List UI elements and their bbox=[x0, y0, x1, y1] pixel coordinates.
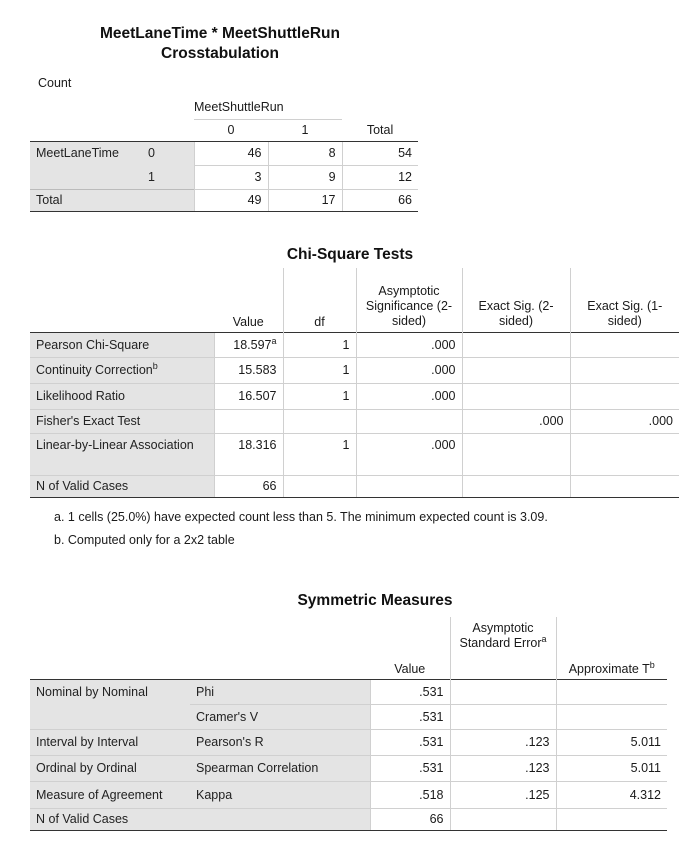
footnote-marker: b bbox=[649, 659, 655, 670]
cell-exact2: .000 bbox=[462, 409, 570, 433]
cell-value: 66 bbox=[370, 808, 450, 830]
cell-value: 17 bbox=[268, 189, 342, 211]
cell-exact2 bbox=[462, 383, 570, 409]
blank-cell bbox=[30, 617, 190, 679]
cell-value: 49 bbox=[194, 189, 268, 211]
col0-header: 0 bbox=[227, 123, 235, 137]
cell-value: 46 bbox=[194, 141, 268, 165]
cell-df: 1 bbox=[283, 332, 356, 357]
row-label: Linear-by-Linear Association bbox=[30, 433, 214, 475]
col-var-text: MeetShuttleRun bbox=[194, 99, 284, 114]
cell-asymp: .000 bbox=[356, 357, 462, 383]
table-row bbox=[30, 475, 679, 497]
cell-asymp bbox=[356, 475, 462, 497]
table-row bbox=[30, 808, 667, 830]
cell-df: 1 bbox=[283, 383, 356, 409]
row-label: Fisher's Exact Test bbox=[30, 409, 214, 433]
cell-asymp: .000 bbox=[356, 332, 462, 357]
cell-t bbox=[556, 704, 667, 729]
row-label: Likelihood Ratio bbox=[30, 383, 214, 409]
measure-label: Pearson's R bbox=[190, 729, 370, 755]
blank-cell bbox=[190, 617, 370, 679]
table-row bbox=[30, 357, 679, 383]
cell-value: .531 bbox=[370, 704, 450, 729]
table-row bbox=[30, 781, 667, 808]
cell-asymp: .000 bbox=[356, 433, 462, 475]
df-header: df bbox=[283, 268, 356, 332]
cell-value: 8 bbox=[268, 141, 342, 165]
cell-total: 66 bbox=[342, 189, 418, 211]
cell-exact2 bbox=[462, 433, 570, 475]
table-row bbox=[30, 755, 667, 781]
cell-ase: .123 bbox=[450, 755, 556, 781]
table-row bbox=[30, 433, 679, 475]
cell-exact2 bbox=[462, 475, 570, 497]
cell-exact1 bbox=[570, 433, 679, 475]
col-var-label bbox=[194, 95, 342, 119]
cell-exact2 bbox=[462, 357, 570, 383]
group-label: Ordinal by Ordinal bbox=[30, 755, 190, 781]
approx-t-header bbox=[556, 617, 667, 679]
table-row bbox=[30, 141, 418, 165]
cell-value: 3 bbox=[194, 165, 268, 189]
table-row bbox=[30, 704, 667, 729]
table-row bbox=[30, 189, 418, 211]
group-label: Interval by Interval bbox=[30, 729, 190, 755]
table-row bbox=[30, 729, 667, 755]
ase-header-text: Asymptotic Standard Error bbox=[459, 621, 542, 650]
table-row bbox=[30, 679, 667, 704]
cell-value bbox=[214, 332, 283, 357]
cell-exact1 bbox=[570, 383, 679, 409]
cell-df bbox=[283, 475, 356, 497]
cell-t: 5.011 bbox=[556, 755, 667, 781]
cell-value: .531 bbox=[370, 729, 450, 755]
cell-value: .531 bbox=[370, 679, 450, 704]
row-label: N of Valid Cases bbox=[30, 475, 214, 497]
sym-header-row bbox=[30, 617, 667, 679]
cell-asymp bbox=[356, 409, 462, 433]
chi-header-row bbox=[30, 268, 679, 332]
row-label-text: Continuity Correction bbox=[36, 363, 153, 377]
row-var-label: MeetLaneTime bbox=[30, 141, 130, 165]
cell-t: 5.011 bbox=[556, 729, 667, 755]
footnote-marker: a bbox=[541, 633, 547, 644]
row-label-text: Pearson Chi-Square bbox=[36, 337, 150, 352]
row-label bbox=[30, 357, 214, 383]
table-row bbox=[30, 383, 679, 409]
crosstab-header-row bbox=[30, 95, 418, 119]
measure-label: Spearman Correlation bbox=[190, 755, 370, 781]
row-label bbox=[30, 332, 214, 357]
table-row bbox=[30, 409, 679, 433]
measure-label bbox=[190, 808, 370, 830]
blank-cell bbox=[30, 95, 130, 119]
cell-value: .518 bbox=[370, 781, 450, 808]
cell-value: 66 bbox=[214, 475, 283, 497]
cell-total: 54 bbox=[342, 141, 418, 165]
cell-t bbox=[556, 808, 667, 830]
row-category: 1 bbox=[130, 165, 194, 189]
cell-df: 1 bbox=[283, 357, 356, 383]
cell-exact1 bbox=[570, 332, 679, 357]
cell-ase bbox=[450, 704, 556, 729]
cell-value: .531 bbox=[370, 755, 450, 781]
blank-cell bbox=[30, 268, 214, 332]
measure-label: Phi bbox=[190, 679, 370, 704]
footnote-a: a. 1 cells (25.0%) have expected count less than 5. The minimum expected count is 3.09. bbox=[54, 510, 548, 524]
chi-title: Chi-Square Tests bbox=[286, 246, 414, 263]
blank-cell bbox=[130, 119, 194, 141]
cell-value: 16.507 bbox=[214, 383, 283, 409]
cell-ase: .123 bbox=[450, 729, 556, 755]
table-row bbox=[30, 332, 679, 357]
blank-cell bbox=[130, 95, 194, 119]
measure-label: Cramer's V bbox=[190, 704, 370, 729]
cell-exact1 bbox=[570, 357, 679, 383]
blank-cell bbox=[30, 165, 130, 189]
footnote-b: b. Computed only for a 2x2 table bbox=[54, 533, 235, 547]
group-label: Measure of Agreement bbox=[30, 781, 190, 808]
cell-exact1 bbox=[570, 475, 679, 497]
col1-header: 1 bbox=[301, 123, 309, 137]
approx-t-text: Approximate T bbox=[568, 661, 650, 676]
crosstab-table bbox=[30, 95, 418, 212]
footnote-marker: b bbox=[152, 360, 158, 371]
asymp-header: Asymptotic Significance (2-sided) bbox=[356, 268, 462, 332]
cell-exact2 bbox=[462, 332, 570, 357]
cell-df: 1 bbox=[283, 433, 356, 475]
cell-value bbox=[214, 409, 283, 433]
cell-exact1: .000 bbox=[570, 409, 679, 433]
blank-cell bbox=[30, 119, 130, 141]
group-label: N of Valid Cases bbox=[30, 808, 190, 830]
cell-ase bbox=[450, 808, 556, 830]
crosstab-subheader-row bbox=[30, 119, 418, 141]
value-header: Value bbox=[394, 661, 426, 676]
crosstab-title-line2: Crosstabulation bbox=[161, 45, 279, 62]
measure-label: Kappa bbox=[190, 781, 370, 808]
symmetric-measures-table bbox=[30, 617, 667, 831]
footnote-marker: a bbox=[271, 335, 277, 346]
table-row bbox=[30, 165, 418, 189]
blank-cell bbox=[342, 95, 418, 119]
group-label: Nominal by Nominal bbox=[30, 679, 190, 704]
chi-square-table bbox=[30, 268, 679, 498]
group-label bbox=[30, 704, 190, 729]
cell-df bbox=[283, 409, 356, 433]
cell-total: 12 bbox=[342, 165, 418, 189]
exact2-header: Exact Sig. (2-sided) bbox=[462, 268, 570, 332]
value-text: 18.597 bbox=[233, 337, 272, 352]
ase-header bbox=[450, 617, 556, 679]
row-category: 0 bbox=[130, 141, 194, 165]
crosstab-title bbox=[70, 24, 370, 64]
sym-title: Symmetric Measures bbox=[297, 592, 453, 609]
crosstab-title-line1: MeetLaneTime * MeetShuttleRun bbox=[99, 25, 340, 42]
cell-t: 4.312 bbox=[556, 781, 667, 808]
value-header: Value bbox=[232, 314, 264, 329]
count-label: Count bbox=[38, 76, 72, 90]
cell-value: 15.583 bbox=[214, 357, 283, 383]
cell-t bbox=[556, 679, 667, 704]
blank-cell bbox=[130, 189, 194, 211]
total-header: Total bbox=[366, 122, 394, 137]
cell-ase: .125 bbox=[450, 781, 556, 808]
cell-asymp: .000 bbox=[356, 383, 462, 409]
cell-ase bbox=[450, 679, 556, 704]
cell-value: 9 bbox=[268, 165, 342, 189]
cell-value: 18.316 bbox=[214, 433, 283, 475]
exact1-header: Exact Sig. (1-sided) bbox=[570, 268, 679, 332]
total-row-label: Total bbox=[30, 189, 130, 211]
